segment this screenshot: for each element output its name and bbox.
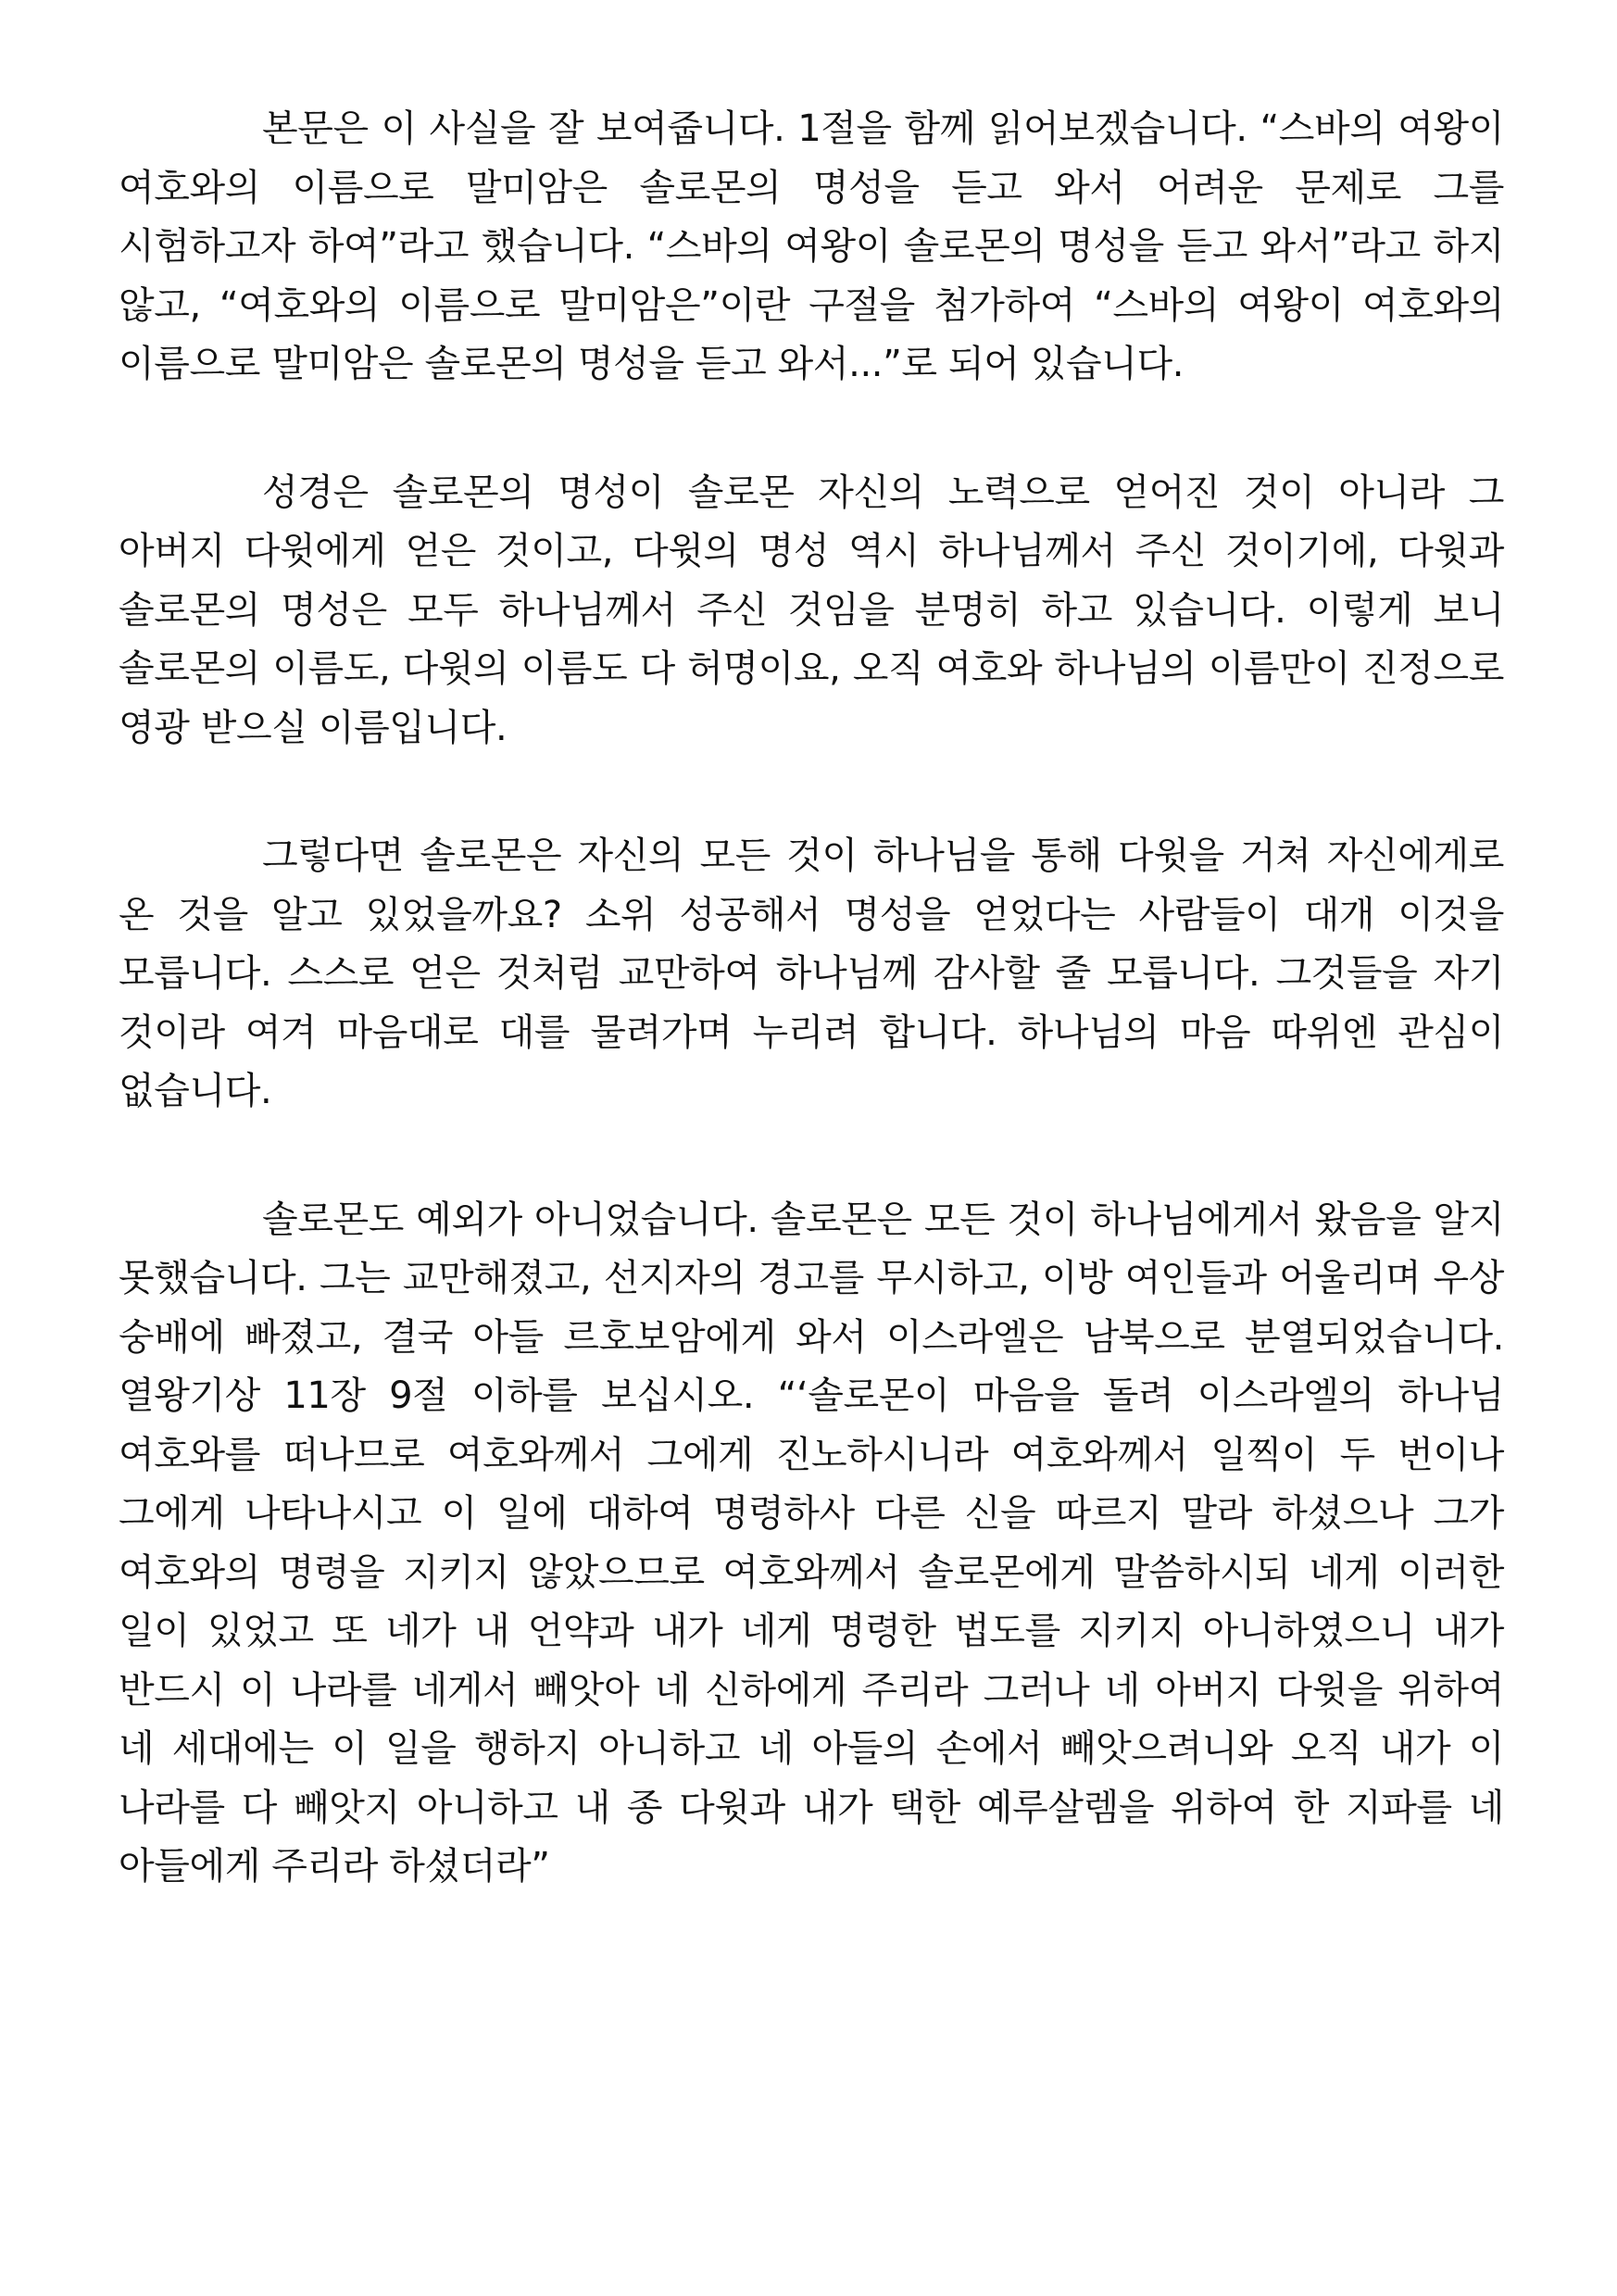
paragraph-2: 성경은 솔로몬의 명성이 솔로몬 자신의 노력으로 얻어진 것이 아니라 그 아버지 다윗에게 얻은 것이고, 다윗의 명성 역시 하나님께서 주신 것이기에, 다윗과 솔로몬의 명성은 모두 하나님께서 주신 것임을 분명히 하고 있습니다. 이렇게 보니 솔로몬의 이름도, 다윗의 이름도 다 허명이요, 오직 여호와 하나님의 이름만이 진정으로 영광 받으실 이름입니다. (119, 470, 1504, 749)
paragraph-4: 솔로몬도 예외가 아니었습니다. 솔로몬은 모든 것이 하나님에게서 왔음을 알지 못했습니다. 그는 교만해졌고, 선지자의 경고를 무시하고, 이방 여인들과 어울리며 우상 숭배에 빠졌고, 결국 아들 르호보암에게 와서 이스라엘은 남북으로 분열되었습니다. 열왕기상 11장 9절 이하를 보십시오. “‘솔로몬이 마음을 돌려 이스라엘의 하나님 여호와를 떠나므로 여호와께서 그에게 진노하시니라 여호와께서 일찍이 두 번이나 그에게 나타나시고 이 일에 대하여 명령하사 다른 신을 따르지 말라 하셨으나 그가 여호와의 명령을 지키지 않았으므로 여호와께서 솔로몬에게 말씀하시되 네게 이러한 일이 있었고 또 네가 내 언약과 내가 네게 명령한 법도를 지키지 아니하였으니 내가 반드시 이 나라를 네게서 빼앗아 네 신하에게 주리라 그러나 네 아버지 다윗을 위하여 네 세대에는 이 일을 행하지 아니하고 네 아들의 손에서 빼앗으려니와 오직 내가 이 나라를 다 빼앗지 아니하고 내 종 다윗과 내가 택한 예루살렘을 위하여 한 지파를 네 아들에게 주리라 하셨더라” (119, 1198, 1505, 1888)
paragraph-3: 그렇다면 솔로몬은 자신의 모든 것이 하나님을 통해 다윗을 거쳐 자신에게로 온 것을 알고 있었을까요? 소위 성공해서 명성을 얻었다는 사람들이 대개 이것을 모릅니다. 스스로 얻은 것처럼 교만하여 하나님께 감사할 줄 모릅니다. 그것들을 자기 것이라 여겨 마음대로 대를 물려가며 누리려 합니다. 하나님의 마음 따위엔 관심이 없습니다. (119, 834, 1504, 1112)
paragraph-1: 본문은 이 사실을 잘 보여줍니다. 1절을 함께 읽어보겠습니다. “스바의 여왕이 여호와의 이름으로 말미암은 솔로몬의 명성을 듣고 와서 어려운 문제로 그를 시험하고자 하여”라고 했습니다. “스바의 여왕이 솔로몬의 명성을 듣고 와서”라고 하지 않고, “여호와의 이름으로 말미암은”이란 구절을 첨가하여 “스바의 여왕이 여호와의 이름으로 말미암은 솔로몬의 명성을 듣고 와서...”로 되어 있습니다. (119, 107, 1504, 385)
